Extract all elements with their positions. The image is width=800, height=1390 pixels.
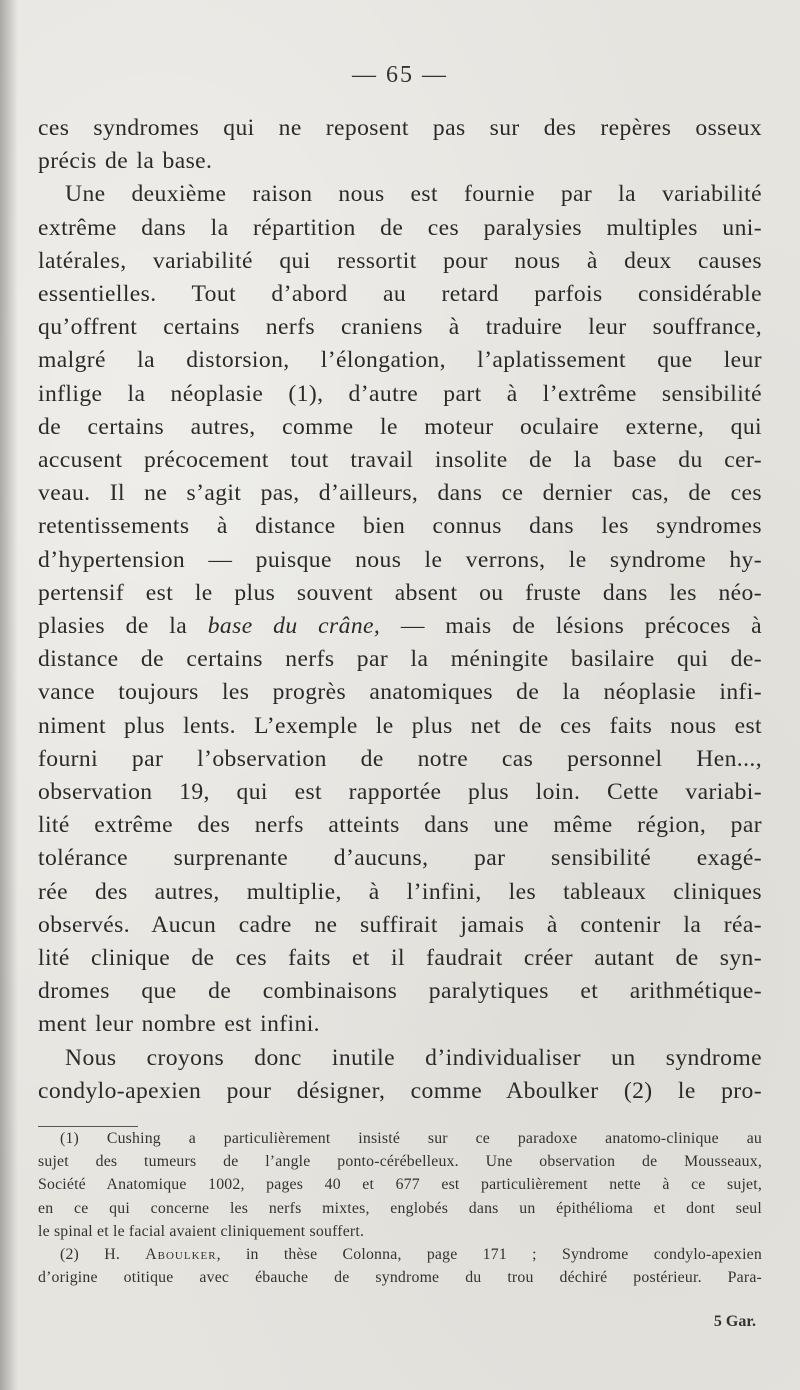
body-line: latérales, variabilité qui ressortit pour nous à deux causes — [38, 247, 762, 274]
footnote-line-tail: , in thèse Colonna, page 171 ; Syndrome condylo-apexien — [216, 1246, 762, 1264]
body-line: tolérance surprenante d’aucuns, par sensibilité exagé- — [38, 845, 762, 872]
footnotes — [38, 1127, 762, 1289]
binding-shadow — [0, 0, 18, 1390]
body-line: Nous croyons donc inutile d’individualiser un syndrome — [65, 1044, 762, 1071]
footnote-line: en ce qui concerne les nerfs mixtes, englobés dans un épithélioma et dont seul — [38, 1199, 762, 1217]
body-line: fourni par l’observation de notre cas personnel Hen..., — [38, 745, 762, 772]
body-line-start: plasies de la — [38, 613, 208, 640]
body-line: de certains autres, comme le moteur oculaire externe, qui — [38, 413, 762, 440]
body-line: essentielles. Tout d’abord au retard parfois considérable — [38, 281, 762, 308]
body-line: veau. Il ne s’agit pas, d’ailleurs, dans ce dernier cas, de ces — [38, 480, 762, 507]
footnote-author: Aboulker — [145, 1246, 217, 1264]
body-line: rée des autres, multiplie, à l’infini, les tableaux cliniques — [38, 878, 762, 905]
body-line: observés. Aucun cadre ne suffirait jamais à contenir la réa- — [38, 911, 762, 938]
body-line: condylo-apexien pour désigner, comme Aboulker (2) le pro- — [38, 1077, 762, 1104]
footnote-line-with-author — [38, 1243, 762, 1266]
body-line: vance toujours les progrès anatomiques de la néoplasie infi- — [38, 679, 762, 706]
body-line: malgré la distorsion, l’élongation, l’aplatissement que leur — [38, 347, 762, 374]
body-line: Une deuxième raison nous est fournie par la variabilité — [65, 181, 762, 208]
body-line: lité extrême des nerfs atteints dans une même région, par — [38, 812, 762, 839]
printer-signature: 5 Gar. — [713, 1313, 756, 1330]
body-line: qu’offrent certains nerfs craniens à traduire leur souffrance, — [38, 314, 762, 341]
body-line: précis de la base. — [38, 148, 213, 175]
footnote-line: le spinal et le facial avaient cliniquement souffert. — [38, 1222, 365, 1240]
body-line-tail: — mais de lésions précoces à — [380, 613, 763, 640]
body-line: accusent précocement tout travail insolite de la base du cer- — [38, 447, 762, 474]
body-line: inflige la néoplasie (1), d’autre part à l’extrême sensibilité — [38, 380, 762, 407]
italic-phrase: base du crâne, — [207, 613, 381, 640]
body-line: extrême dans la répartition de ces paralysies multiples uni- — [38, 214, 762, 241]
body-line: lité clinique de ces faits et il faudrait créer autant de syn- — [38, 945, 762, 972]
page-number: — 65 — — [352, 62, 448, 88]
body-line: retentissements à distance bien connus dans les syndromes — [38, 513, 762, 540]
footnote-line-start: (2) H. — [60, 1246, 146, 1264]
body-text — [38, 112, 762, 1108]
body-line: niment plus lents. L’exemple le plus net de ces faits nous est — [38, 712, 762, 739]
body-line: d’hypertension — puisque nous le verrons, le syndrome hy- — [38, 546, 762, 573]
body-line: ment leur nombre est infini. — [38, 1011, 320, 1038]
footnote-line: sujet des tumeurs de l’angle ponto-cérébelleux. Une observation de Mousseaux, — [38, 1153, 762, 1171]
footnote-line: Société Anatomique 1002, pages 40 et 677 est particulièrement nette à ce sujet, — [38, 1176, 762, 1194]
body-line: observation 19, qui est rapportée plus loin. Cette variabi- — [38, 779, 762, 806]
body-line-with-italic — [38, 610, 762, 643]
body-line: dromes que de combinaisons paralytiques et arithmétique- — [38, 978, 762, 1005]
footnote-line: d’origine otitique avec ébauche de syndrome du trou déchiré postérieur. Para- — [38, 1269, 762, 1287]
footnote-line: (1) Cushing a particulièrement insisté sur ce paradoxe anatomo-clinique au — [60, 1130, 762, 1147]
body-line: distance de certains nerfs par la méningite basilaire qui de- — [38, 646, 762, 673]
body-line: ces syndromes qui ne reposent pas sur des repères osseux — [38, 115, 762, 141]
body-line: pertensif est le plus souvent absent ou fruste dans les néo- — [38, 579, 762, 606]
